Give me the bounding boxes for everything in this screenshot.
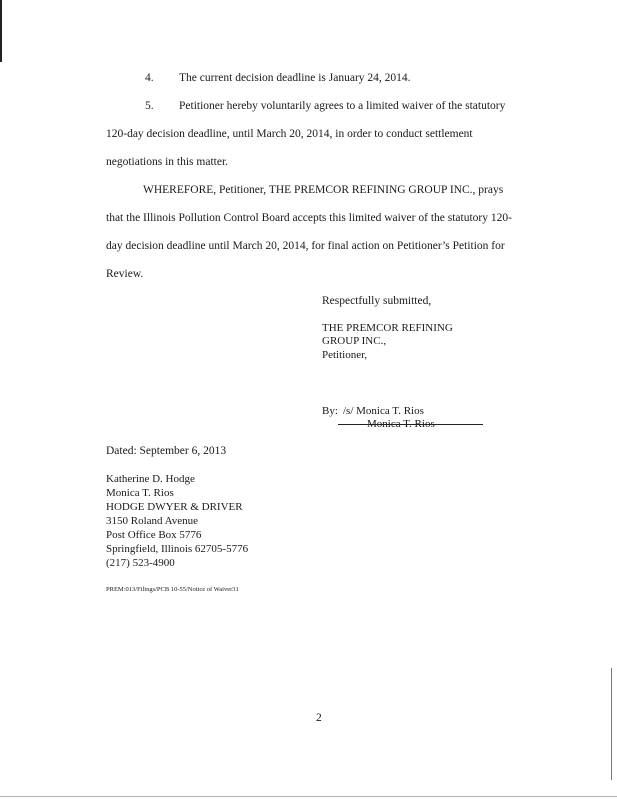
- counsel-name-1: Katherine D. Hodge: [106, 473, 195, 485]
- scan-mark-bottom: [0, 796, 617, 797]
- counsel-city: Springfield, Illinois 62705-5776: [106, 543, 249, 555]
- counsel-firm: HODGE DWYER & DRIVER: [106, 501, 243, 513]
- wherefore-line-4: Review.: [106, 268, 144, 280]
- wherefore-line-3: day decision deadline until March 20, 2014, for final action on Petitioner’s Petition for: [106, 240, 505, 252]
- counsel-name-2: Monica T. Rios: [106, 487, 174, 499]
- paragraph-4-text: The current decision deadline is January 24, 2014.: [179, 72, 411, 84]
- counsel-phone: (217) 523-4900: [106, 557, 175, 569]
- scan-mark-left: [0, 0, 2, 62]
- paragraph-5-line-1: Petitioner hereby voluntarily agrees to a limited waiver of the statutory: [179, 100, 506, 112]
- signer-name: Monica T. Rios: [367, 418, 435, 430]
- wherefore-line-1: WHEREFORE, Petitioner, THE PREMCOR REFINING GROUP INC., prays: [143, 184, 504, 196]
- petitioner-role: Petitioner,: [322, 349, 368, 361]
- closing-salutation: Respectfully submitted,: [322, 295, 432, 307]
- paragraph-5-number: 5.: [145, 100, 154, 112]
- file-reference: PREM:013/Filings/PCB 10-55/Notice of Waiver31: [106, 586, 239, 593]
- dated-line: Dated: September 6, 2013: [106, 445, 227, 457]
- company-line-2: GROUP INC.,: [322, 335, 387, 347]
- paragraph-5-line-3: negotiations in this matter.: [106, 156, 229, 168]
- scan-mark-right: [611, 668, 612, 780]
- counsel-street: 3150 Roland Avenue: [106, 515, 199, 527]
- company-line-1: THE PREMCOR REFINING: [322, 322, 453, 334]
- paragraph-5-line-2: 120-day decision deadline, until March 20, 2014, in order to conduct settlement: [106, 128, 473, 140]
- paragraph-4-number: 4.: [145, 72, 154, 84]
- counsel-po-box: Post Office Box 5776: [106, 529, 202, 541]
- electronic-signature: /s/ Monica T. Rios: [343, 405, 424, 417]
- page-number: 2: [316, 712, 322, 724]
- wherefore-line-2: that the Illinois Pollution Control Board accepts this limited waiver of the statutory 120-: [106, 212, 512, 224]
- by-label: By:: [322, 405, 338, 417]
